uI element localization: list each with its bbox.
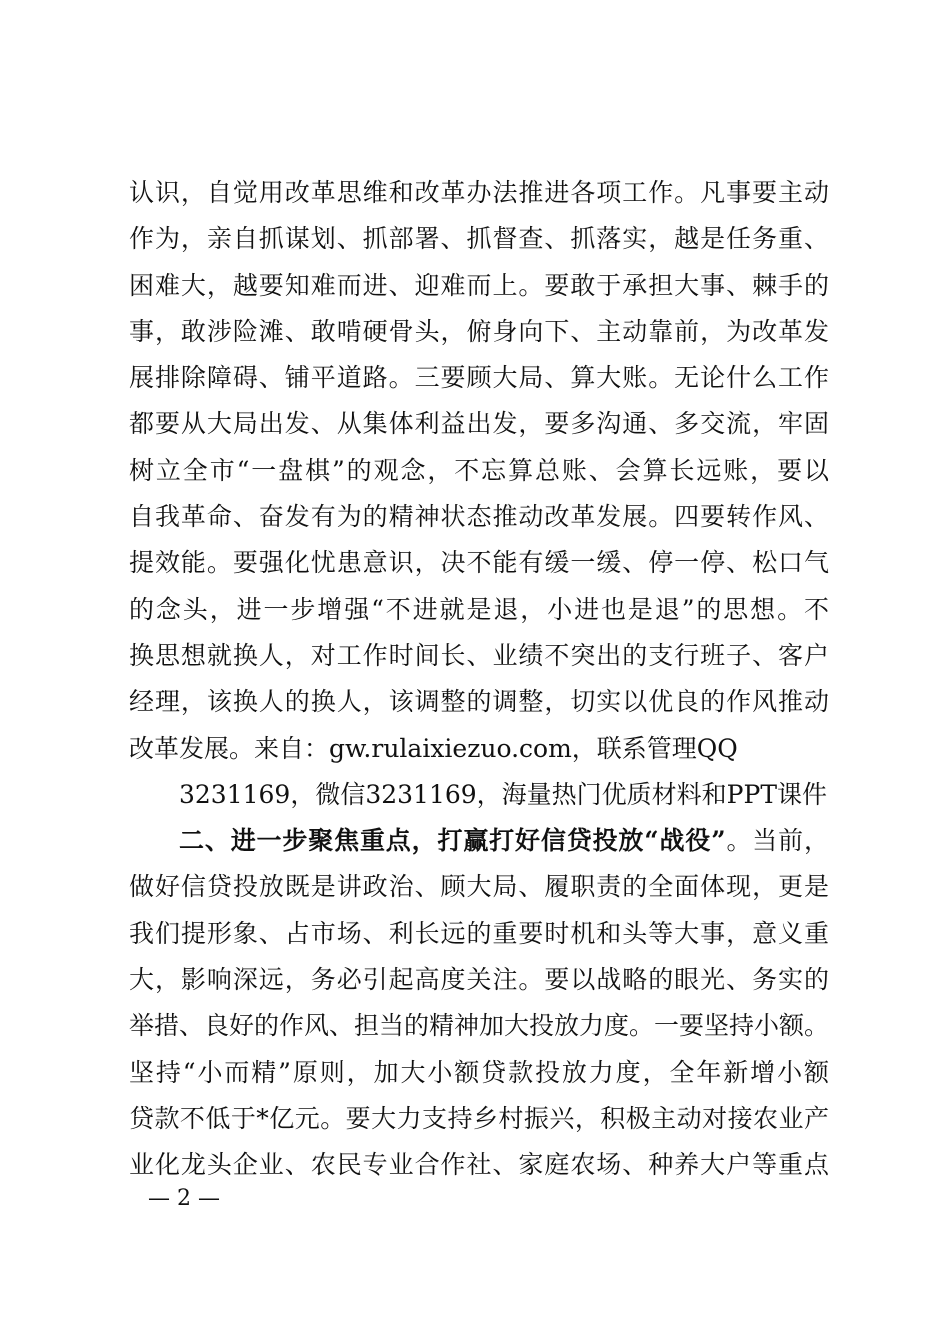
text-line: 认识，自觉用改革思维和改革办法推进各项工作。凡事要主动 [129,178,829,207]
text-line: 自我革命、奋发有为的精神状态推动改革发展。四要转作风、 [129,502,829,532]
page-number: — 2 — [148,1186,220,1211]
text-line: 我们提形象、占市场、利长远的重要时机和头等大事，意义重 [129,918,829,948]
text-line: 事，敢涉险滩、敢啃硬骨头，俯身向下、主动靠前，为改革发 [129,316,829,346]
text-line: 换思想就换人，对工作时间长、业绩不突出的支行班子、客户 [129,640,829,670]
text-line: 经理，该换人的换人，该调整的调整，切实以优良的作风推动 [129,687,829,717]
text-line: 作为，亲自抓谋划、抓部署、抓督查、抓落实，越是任务重、 [129,224,829,254]
text-line: 举措、良好的作风、担当的精神加大投放力度。一要坚持小额。 [129,1011,829,1041]
text-line: 困难大，越要知难而进、迎难而上。要敢于承担大事、棘手的 [129,270,829,300]
text-line: 都要从大局出发、从集体利益出发，要多沟通、多交流，牢固 [129,409,829,439]
text-line: 业化龙头企业、农民专业合作社、家庭农场、种养大户等重点 [129,1150,829,1180]
text-line: 提效能。要强化忧患意识，决不能有缓一缓、停一停、松口气 [129,548,829,578]
text-line: 做好信贷投放既是讲政治、顾大局、履职责的全面体现，更是 [129,872,829,902]
body-text [129,170,829,1189]
text-line-source: 改革发展。来自：gw.rulaixiezuo.com，联系管理QQ [129,733,738,763]
ad-line: 3231169，微信3231169，海量热门优质材料和PPT课件 [179,779,827,809]
text-line: 贷款不低于*亿元。要大力支持乡村振兴，积极主动对接农业产 [129,1103,829,1133]
section-heading-tail: 。当前， [725,826,829,856]
text-line: 大，影响深远，务必引起高度关注。要以战略的眼光、务实的 [129,965,829,995]
text-line: 展排除障碍、铺平道路。三要顾大局、算大账。无论什么工作 [129,363,829,393]
section-heading-line [129,818,829,864]
section-heading: 二、进一步聚焦重点，打赢打好信贷投放“战役” [179,826,726,856]
text-line: 树立全市“一盘棋”的观念，不忘算总账、会算长远账，要以 [129,455,829,485]
text-line: 坚持“小而精”原则，加大小额贷款投放力度，全年新增小额 [129,1057,829,1087]
text-line: 的念头，进一步增强“不进就是退，小进也是退”的思想。不 [129,594,829,624]
